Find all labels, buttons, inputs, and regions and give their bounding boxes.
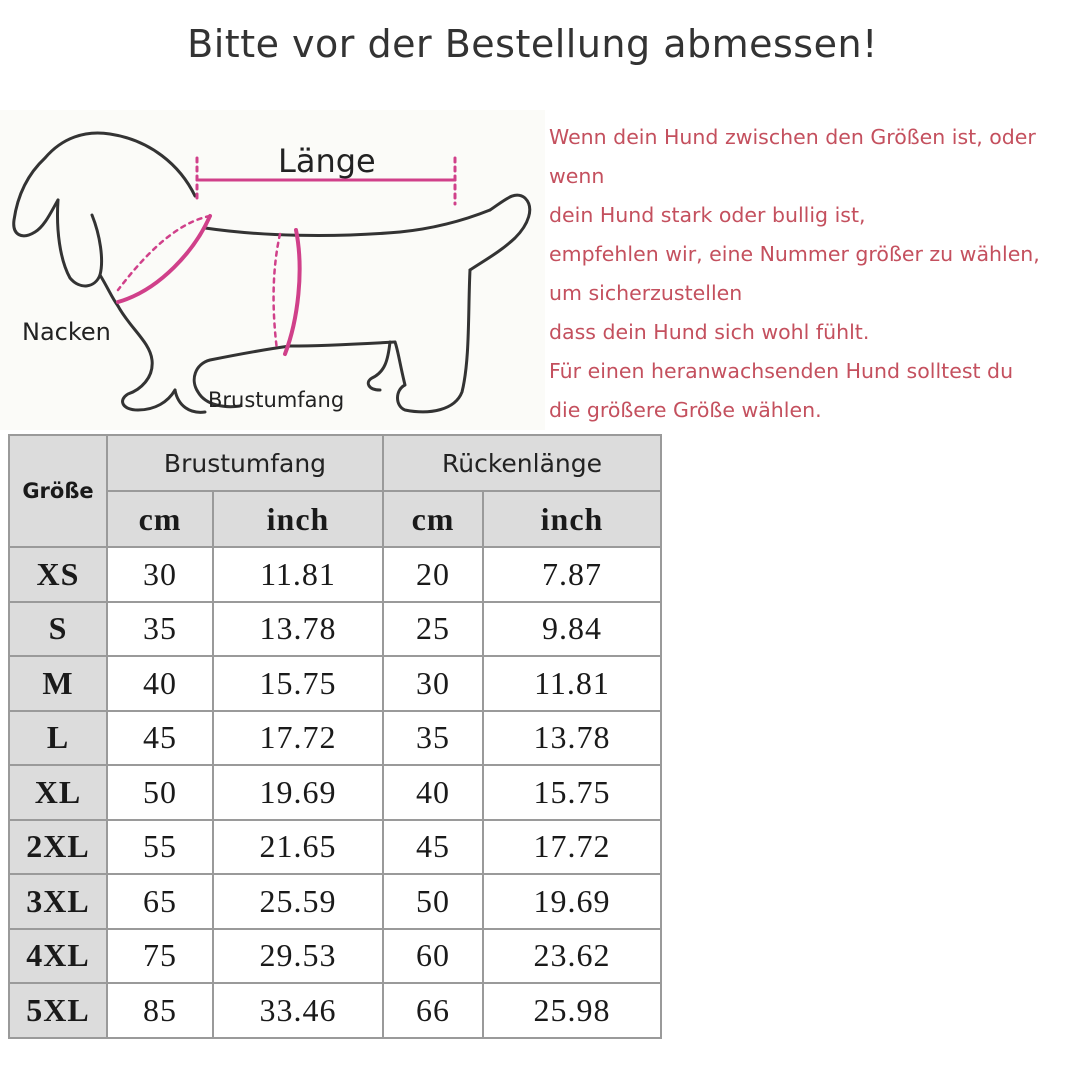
table-row — [9, 656, 661, 711]
chest-cm-cell: 35 — [107, 602, 213, 657]
size-table-body — [9, 547, 661, 1038]
chest-inch-cell: 15.75 — [213, 656, 383, 711]
chest-cm-cell: 45 — [107, 711, 213, 766]
table-row — [9, 929, 661, 984]
size-cell: S — [9, 602, 107, 657]
back-cm-cell: 25 — [383, 602, 483, 657]
dog-hind-inner-leg-outline — [368, 342, 390, 390]
advice-line: um sicherzustellen — [549, 281, 743, 305]
dog-back-outline — [205, 210, 490, 235]
size-cell: M — [9, 656, 107, 711]
unit-inch-header: inch — [483, 491, 661, 547]
table-unit-row — [9, 491, 661, 547]
table-header-row — [9, 435, 661, 491]
chest-inch-cell: 25.59 — [213, 874, 383, 929]
advice-line: dein Hund stark oder bullig ist, — [549, 203, 866, 227]
chest-cm-cell: 85 — [107, 983, 213, 1038]
size-cell: L — [9, 711, 107, 766]
chest-column-header: Brustumfang — [107, 435, 383, 491]
back-inch-cell: 13.78 — [483, 711, 661, 766]
chest-inch-cell: 21.65 — [213, 820, 383, 875]
size-cell: 2XL — [9, 820, 107, 875]
advice-line: dass dein Hund sich wohl fühlt. — [549, 320, 870, 344]
chest-inch-cell: 33.46 — [213, 983, 383, 1038]
size-cell: 5XL — [9, 983, 107, 1038]
back-inch-cell: 9.84 — [483, 602, 661, 657]
back-cm-cell: 60 — [383, 929, 483, 984]
advice-line: die größere Größe wählen. — [549, 398, 822, 422]
back-cm-cell: 45 — [383, 820, 483, 875]
table-row — [9, 547, 661, 602]
dog-tail-outline — [470, 195, 530, 270]
size-advice-text — [549, 118, 1079, 430]
chest-cm-cell: 30 — [107, 547, 213, 602]
back-cm-cell: 30 — [383, 656, 483, 711]
table-row — [9, 820, 661, 875]
table-row — [9, 983, 661, 1038]
table-row — [9, 874, 661, 929]
chest-inch-cell: 19.69 — [213, 765, 383, 820]
back-inch-cell: 15.75 — [483, 765, 661, 820]
chest-cm-cell: 50 — [107, 765, 213, 820]
advice-line: Für einen heranwachsenden Hund solltest du — [549, 359, 1014, 383]
chest-measure-back — [274, 234, 280, 350]
back-inch-cell: 23.62 — [483, 929, 661, 984]
neck-measure-line — [118, 216, 210, 302]
size-cell: XL — [9, 765, 107, 820]
table-row — [9, 602, 661, 657]
chest-label: Brustumfang — [208, 388, 345, 412]
dog-front-leg-outline — [118, 306, 175, 410]
dog-head-outline — [14, 133, 195, 236]
chest-measure-line — [285, 230, 300, 354]
back-inch-cell: 17.72 — [483, 820, 661, 875]
size-column-header: Größe — [9, 435, 107, 547]
chest-cm-cell: 65 — [107, 874, 213, 929]
chest-inch-cell: 29.53 — [213, 929, 383, 984]
advice-line: wenn — [549, 164, 605, 188]
dog-rear-leg-outline — [395, 270, 470, 412]
chest-inch-cell: 11.81 — [213, 547, 383, 602]
neck-label: Nacken — [22, 318, 111, 346]
dog-belly-outline — [290, 342, 395, 346]
chest-cm-cell: 75 — [107, 929, 213, 984]
chest-cm-cell: 55 — [107, 820, 213, 875]
back-length-column-header: Rückenlänge — [383, 435, 661, 491]
size-cell: XS — [9, 547, 107, 602]
back-cm-cell: 66 — [383, 983, 483, 1038]
back-inch-cell: 25.98 — [483, 983, 661, 1038]
chest-inch-cell: 13.78 — [213, 602, 383, 657]
unit-inch-header: inch — [213, 491, 383, 547]
dog-jaw-outline — [100, 275, 118, 306]
dog-outline-illustration — [0, 110, 545, 430]
unit-cm-header: cm — [107, 491, 213, 547]
page-title: Bitte vor der Bestellung abmessen! — [187, 22, 878, 66]
dog-measurement-diagram — [0, 110, 545, 430]
unit-cm-header: cm — [383, 491, 483, 547]
advice-line: empfehlen wir, eine Nummer größer zu wählen, — [549, 242, 1040, 266]
back-inch-cell: 11.81 — [483, 656, 661, 711]
size-cell: 3XL — [9, 874, 107, 929]
back-cm-cell: 50 — [383, 874, 483, 929]
chest-inch-cell: 17.72 — [213, 711, 383, 766]
length-label: Länge — [278, 142, 376, 180]
advice-line: Wenn dein Hund zwischen den Größen ist, oder — [549, 125, 1036, 149]
size-chart-table — [8, 434, 662, 1039]
table-row — [9, 711, 661, 766]
chest-cm-cell: 40 — [107, 656, 213, 711]
size-cell: 4XL — [9, 929, 107, 984]
back-cm-cell: 35 — [383, 711, 483, 766]
back-inch-cell: 7.87 — [483, 547, 661, 602]
back-cm-cell: 20 — [383, 547, 483, 602]
back-cm-cell: 40 — [383, 765, 483, 820]
back-inch-cell: 19.69 — [483, 874, 661, 929]
table-row — [9, 765, 661, 820]
dog-ear-outline — [58, 200, 102, 286]
